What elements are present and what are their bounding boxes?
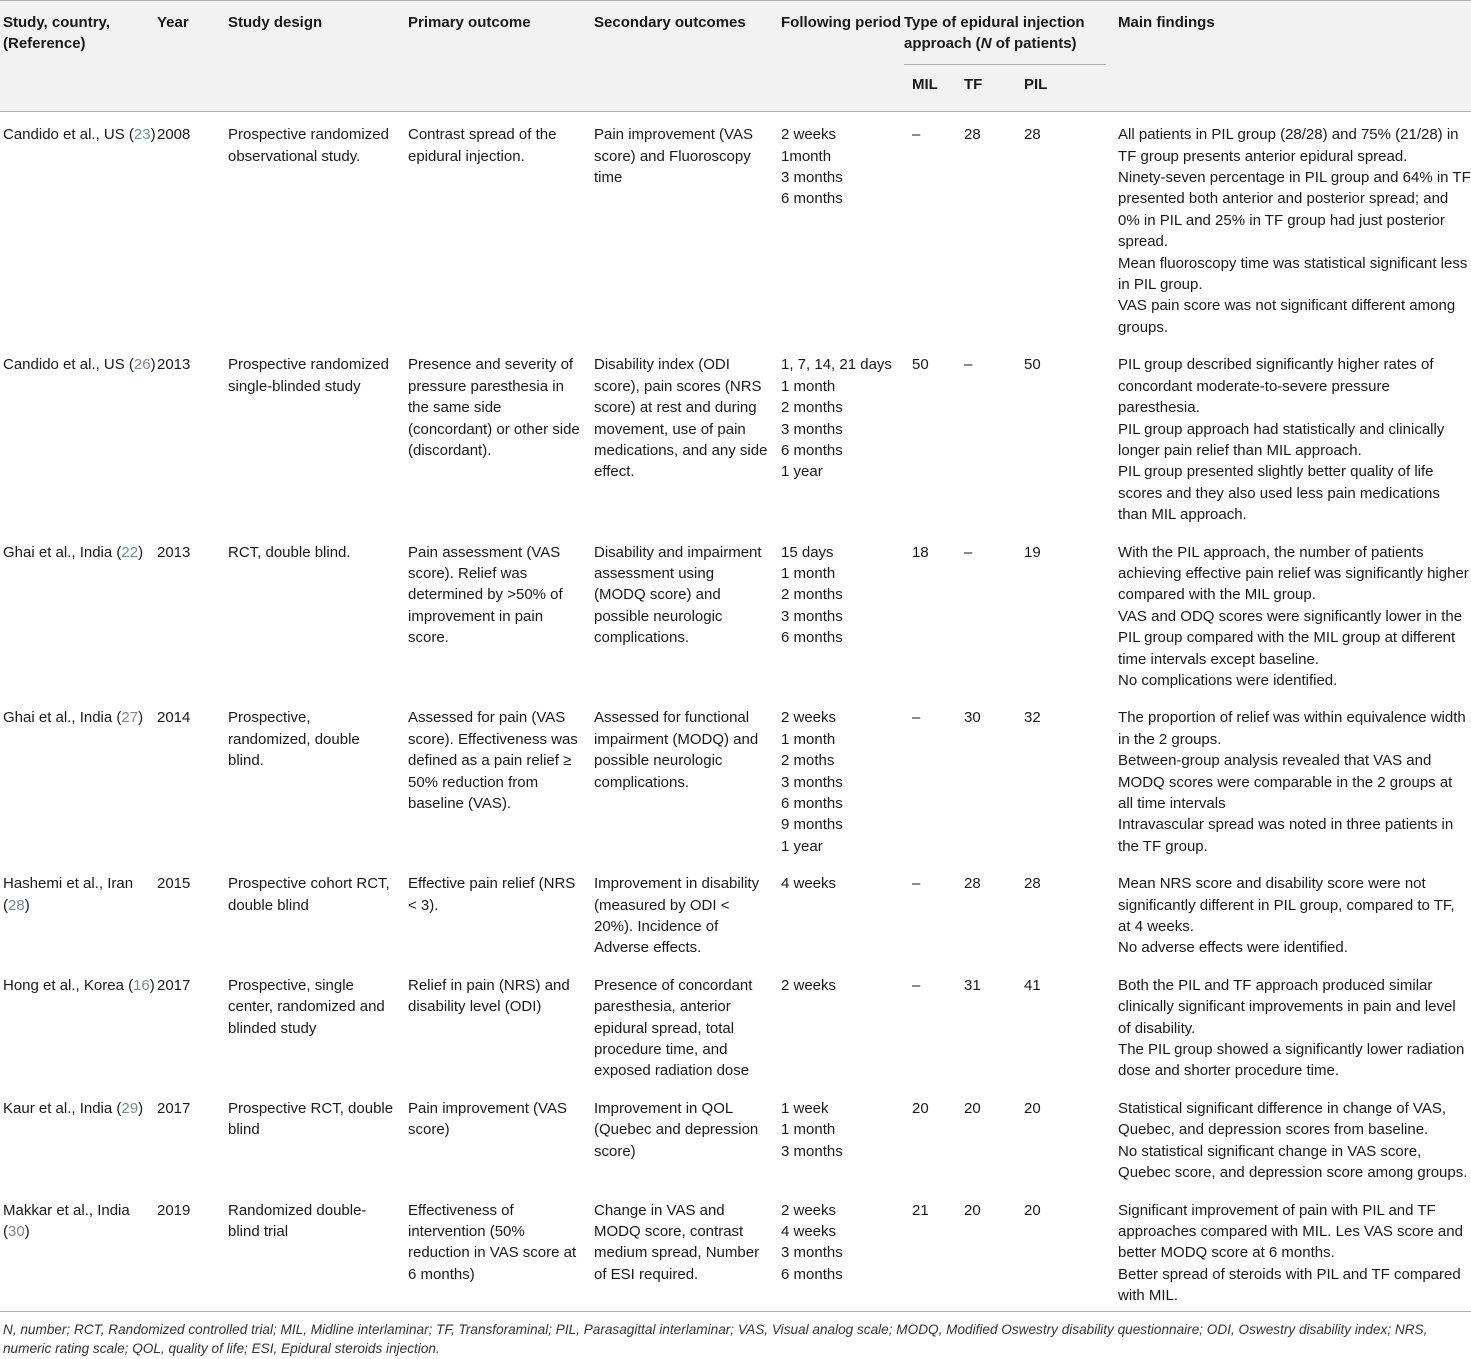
cell-secondary-outcomes: Disability index (ODI score), pain scores (NRS score) at rest and during movement, use of pain medications, and any side effect. [594,356,768,481]
cell-following-period [781,963,904,1086]
follow-up-item: 9 months [781,816,843,834]
cell-tf: 31 [964,976,981,994]
cell-secondary-outcomes: Assessed for functional impairment (MODQ) and possible neurologic complications. [594,709,759,791]
cell-primary-outcome: Effectiveness of intervention (50% reduction in VAS score at 6 months) [408,1201,577,1283]
finding-item: PIL group presented slightly better quality of life scores and they also used less pain medications than MIL approach. [1118,463,1440,524]
cell-following-period [781,530,904,696]
cell-secondary-outcomes: Presence of concordant paresthesia, anterior epidural spread, total procedure time, and exposed radiation dose [594,976,753,1080]
finding-item: Significant improvement of pain with PIL and TF approaches compared with MIL. Les VAS score and better MODQ score at 6 months. [1118,1201,1463,1262]
cell-design: RCT, double blind. [228,543,351,561]
finding-item: Between-group analysis revealed that VAS and MODQ scores were comparable in the 2 groups at all time intervals [1118,752,1453,812]
follow-up-item: 3 months [781,1244,843,1262]
follow-up-item: 15 days [781,543,834,561]
cell-primary-outcome: Assessed for pain (VAS score). Effectiveness was defined as a pain relief ≥ 50% reduction from baseline (VAS). [408,709,578,812]
follow-up-item: 2 weeks [781,976,837,994]
finding-item: The proportion of relief was within equivalence width in the 2 groups. [1118,709,1466,748]
cell-year: 2017 [157,1099,191,1117]
finding-item: No adverse effects were identified. [1118,939,1348,957]
cell-pil: 28 [1024,126,1041,144]
follow-up-item: 1 month [781,730,836,748]
cell-mil: – [912,126,921,144]
table-row [0,1188,1471,1312]
reference-link[interactable]: 22 [121,543,139,561]
finding-item: No statistical significant change in VAS score, Quebec score, and depression score among groups. [1118,1142,1468,1182]
cell-primary-outcome: Relief in pain (NRS) and disability level (ODI) [408,976,570,1016]
cell-pil: 41 [1024,976,1041,994]
cell-study: Ghai et al., India (22) [3,543,144,561]
study-name: Ghai et al., India [3,709,113,727]
cell-primary-outcome: Contrast spread of the epidural injection. [408,126,557,165]
cell-primary-outcome: Pain improvement (VAS score) [408,1099,567,1139]
cell-year: 2008 [157,126,191,144]
cell-design: Prospective, randomized, double blind. [228,709,360,770]
finding-item: Mean NRS score and disability score were not significantly different in PIL group, compared to TF, at 4 weeks. [1118,875,1455,936]
table-header [0,1,1471,112]
reference-link[interactable]: 28 [8,896,25,914]
cell-mil: – [912,976,921,994]
header-approach-n: N [980,35,992,53]
table-row [0,342,1471,529]
cell-design: Prospective, single center, randomized and blinded study [228,976,385,1037]
reference-link[interactable]: 26 [133,356,151,374]
cell-study: Hong et al., Korea (16) [3,976,155,994]
cell-main-findings [1118,530,1471,696]
follow-up-item: 2 weeks [781,126,837,144]
study-name: Makkar et al., India [3,1201,130,1219]
cell-primary-outcome: Effective pain relief (NRS < 3). [408,875,576,914]
table-row [0,861,1471,963]
cell-main-findings [1118,1086,1471,1188]
finding-item: All patients in PIL group (28/28) and 75% (21/28) in TF group presents anterior epidural spread. [1118,126,1459,165]
cell-following-period [781,112,904,343]
follow-up-item: 3 months [781,420,843,438]
table-footnote: N, number; RCT, Randomized controlled trial; MIL, Midline interlaminar; TF, Transforaminal; PIL, Parasagittal interlaminar; VAS, Visual analog scale; MODQ, Modified Oswestry disability questionnaire; ODI, Oswestry disability index; NRS, numeric rating scale; QOL, quality of life; ESI, Epidural steroids injection. [0,1311,1471,1359]
study-name: Candido et al., US [3,126,125,144]
cell-tf: – [964,543,973,561]
cell-mil: 20 [912,1099,929,1117]
cell-following-period [781,861,904,963]
cell-year: 2017 [157,976,191,994]
cell-pil: 20 [1024,1201,1041,1219]
finding-item: The PIL group showed a significantly lower radiation dose and shorter procedure time. [1118,1041,1465,1080]
cell-study: Makkar et al., India (30) [3,1201,130,1240]
header-design: Study design [228,1,408,112]
cell-year: 2019 [157,1201,191,1219]
follow-up-item: 1 month [781,564,836,582]
cell-tf: 28 [964,875,981,893]
header-year: Year [157,1,228,112]
follow-up-item: 2 months [781,399,843,417]
cell-secondary-outcomes: Change in VAS and MODQ score, contrast medium spread, Number of ESI required. [594,1201,760,1283]
cell-mil: – [912,709,921,727]
cell-secondary-outcomes: Disability and impairment assessment using (MODQ score) and possible neurologic complications. [594,543,762,647]
follow-up-item: 6 months [781,629,843,647]
cell-secondary-outcomes: Improvement in disability (measured by ODI < 20%). Incidence of Adverse effects. [594,875,760,957]
cell-tf: – [964,356,973,374]
cell-main-findings [1118,112,1471,343]
header-primary-outcome: Primary outcome [408,1,594,112]
follow-up-item: 1 week [781,1099,829,1117]
finding-item: Better spread of steroids with PIL and TF compared with MIL. [1118,1265,1461,1305]
finding-item: VAS pain score was not significant different among groups. [1118,297,1456,336]
follow-up-item: 2 weeks [781,1201,837,1219]
follow-up-item: 6 months [781,1265,843,1283]
cell-design: Prospective randomized single-blinded study [228,356,389,395]
cell-year: 2013 [157,356,191,374]
cell-design: Prospective RCT, double blind [228,1099,394,1139]
header-main-findings: Main findings [1118,1,1471,112]
cell-mil: 18 [912,543,929,561]
follow-up-item: 2 months [781,586,843,604]
header-secondary-outcomes: Secondary outcomes [594,1,781,112]
cell-following-period [781,1086,904,1188]
table-row [0,963,1471,1086]
follow-up-item: 6 months [781,441,843,459]
table-body [0,112,1471,1311]
cell-pil: 28 [1024,875,1041,893]
cell-study: Hashemi et al., Iran (28) [3,875,134,914]
cell-year: 2013 [157,543,191,561]
cell-study: Candido et al., US (26) [3,356,156,374]
study-name: Hong et al., Korea [3,976,124,994]
reference-link[interactable]: 30 [8,1222,25,1240]
header-tf: TF [964,65,1024,112]
cell-pil: 20 [1024,1099,1041,1117]
follow-up-item: 3 months [781,169,843,187]
cell-mil: – [912,875,921,893]
finding-item: Intravascular spread was noted in three patients in the TF group. [1118,816,1454,855]
follow-up-item: 1month [781,147,832,165]
finding-item: With the PIL approach, the number of patients achieving effective pain relief was significantly higher compared with the MIL group. [1118,543,1469,604]
cell-tf: 20 [964,1201,981,1219]
cell-pil: 32 [1024,709,1041,727]
cell-following-period [781,695,904,861]
finding-item: No complications were identified. [1118,671,1338,689]
cell-study: Ghai et al., India (27) [3,709,144,727]
reference-link[interactable]: 16 [133,976,150,994]
header-following-period: Following period [781,1,904,112]
cell-design: Prospective randomized observational study. [228,126,389,165]
cell-design: Randomized double-blind trial [228,1201,367,1240]
cell-main-findings [1118,861,1471,963]
follow-up-item: 1 year [781,463,823,481]
study-name: Ghai et al., India [3,543,113,561]
finding-item: Mean fluoroscopy time was statistical significant less in PIL group. [1118,254,1468,294]
header-pil: PIL [1024,65,1118,112]
cell-following-period [781,1188,904,1312]
cell-year: 2015 [157,875,191,893]
cell-secondary-outcomes: Pain improvement (VAS score) and Fluoroscopy time [594,126,753,187]
cell-primary-outcome: Pain assessment (VAS score). Relief was determined by >50% of improvement in pain score. [408,543,563,647]
finding-item: VAS and ODQ scores were significantly lower in the PIL group compared with the MIL group at different time intervals except baseline. [1118,607,1463,668]
table-row [0,530,1471,696]
cell-tf: 28 [964,126,981,144]
reference-link[interactable]: 23 [133,126,151,144]
cell-main-findings [1118,695,1471,861]
cell-year: 2014 [157,709,191,727]
follow-up-item: 3 months [781,607,843,625]
follow-up-item: 4 weeks [781,1222,837,1240]
reference-link[interactable]: 27 [121,709,139,727]
follow-up-item: 6 months [781,190,843,208]
cell-study: Kaur et al., India (29) [3,1099,144,1117]
header-mil: MIL [904,65,964,112]
cell-secondary-outcomes: Improvement in QOL (Quebec and depression score) [594,1099,759,1160]
table-row [0,1086,1471,1188]
follow-up-item: 6 months [781,795,843,812]
cell-main-findings [1118,1188,1471,1312]
finding-item: Both the PIL and TF approach produced similar clinically significant improvements in pain and level of disability. [1118,976,1456,1037]
follow-up-item: 1 year [781,837,823,855]
table-row [0,112,1471,343]
follow-up-item: 1 month [781,377,836,395]
follow-up-item: 1 month [781,1121,836,1139]
finding-item: Statistical significant difference in change of VAS, Quebec, and depression scores from baseline. [1118,1099,1446,1139]
cell-following-period [781,342,904,529]
cell-design: Prospective cohort RCT, double blind [228,875,390,914]
cell-main-findings [1118,963,1471,1086]
study-name: Candido et al., US [3,356,125,374]
header-study: Study, country, (Reference) [0,1,157,112]
cell-mil: 21 [912,1201,929,1219]
cell-tf: 30 [964,709,981,727]
reference-link[interactable]: 29 [121,1099,139,1117]
cell-main-findings [1118,342,1471,529]
cell-pil: 50 [1024,356,1041,374]
header-approach-group: Type of epidural injection approach (N of patients) [904,1,1118,65]
follow-up-item: 4 weeks [781,875,837,893]
study-name: Kaur et al., India [3,1099,113,1117]
cell-tf: 20 [964,1099,981,1117]
table-row [0,695,1471,861]
finding-item: PIL group approach had statistically and clinically longer pain relief than MIL approach. [1118,420,1445,459]
follow-up-item: 1, 7, 14, 21 days [781,356,892,374]
follow-up-item: 3 months [781,773,843,791]
study-name: Hashemi et al., Iran [3,875,134,893]
cell-pil: 19 [1024,543,1041,561]
follow-up-item: 2 moths [781,752,835,770]
follow-up-item: 3 months [781,1142,843,1160]
cell-study: Candido et al., US (23) [3,126,156,144]
finding-item: Ninety-seven percentage in PIL group and 64% in TF presented both anterior and posterior spread; and 0% in PIL and 25% in TF group had just posterior spread. [1118,169,1471,251]
cell-mil: 50 [912,356,929,374]
finding-item: PIL group described significantly higher rates of concordant moderate-to-severe pressure paresthesia. [1118,356,1434,417]
follow-up-item: 2 weeks [781,709,837,727]
cell-primary-outcome: Presence and severity of pressure paresthesia in the same side (concordant) or other side (discordant). [408,356,580,459]
